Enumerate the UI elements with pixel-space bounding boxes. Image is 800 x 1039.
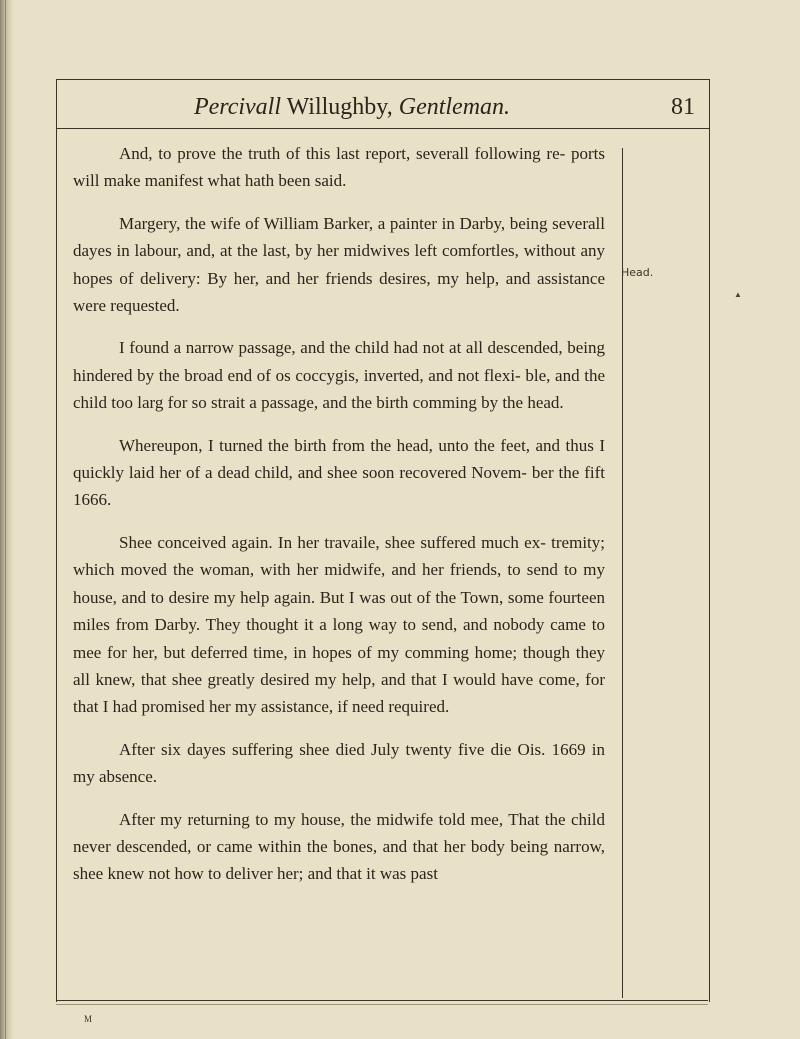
paragraph: And, to prove the truth of this last report, severall following re- ports will make manifest what hath been said. bbox=[73, 144, 605, 191]
paragraph: Whereupon, I turned the birth from the head, unto the feet, and thus I quickly laid her of a dead child, and shee soon recovered Novem- ber the fift 1666. bbox=[73, 435, 605, 510]
paragraph: I found a narrow passage, and the child had not at all descended, being hindered by the broad end of os coccygis, inverted, and not flexi- ble, and the child too larg for so strait a passage, and the birth comming by the head. bbox=[73, 338, 605, 413]
running-title bbox=[57, 93, 647, 121]
running-header bbox=[57, 80, 709, 129]
title-author-last: Willughby, bbox=[286, 94, 393, 120]
margin-note: Head. bbox=[621, 266, 654, 279]
title-gentleman: Gentleman. bbox=[398, 94, 511, 120]
paragraph: Shee conceived again. In her travaile, shee suffered much ex- tremity; which moved the woman, with her midwife, and her friends, to send to my house, and to desire my help again. But I was out of the Town, some fourteen miles from Darby. They thought it a long way to send, and nobody came to mee for her, but deferred time, in hopes of my comming home; though they all knew, that shee greatly desired my help, and that I would have come, for that I had promised her my assistance, if need required. bbox=[73, 532, 605, 717]
title-author-first: Percivall bbox=[193, 94, 282, 120]
bottom-rule bbox=[56, 1000, 708, 1001]
margin-mark: ▲ bbox=[734, 290, 742, 299]
paragraph: After six dayes suffering shee died July twenty five die Ois. 1669 in my absence. bbox=[73, 739, 605, 787]
page-frame bbox=[56, 79, 710, 1002]
paragraph: After my returning to my house, the midwife told mee, That the child never descended, or came within the bones, and that her body being narrow, shee knew not how to deliver her; and that it was past bbox=[73, 809, 605, 884]
bottom-rule-shadow bbox=[56, 1004, 708, 1005]
paragraph: Margery, the wife of William Barker, a painter in Darby, being severall dayes in labour, and, at the last, by her midwives left comfortles, without any hopes of delivery: By her, and her friends desires, my help, and assistance were requested. bbox=[73, 213, 605, 316]
body-text bbox=[73, 140, 605, 903]
page-number: 81 bbox=[671, 94, 695, 120]
book-gutter bbox=[0, 0, 14, 1039]
signature-mark: M bbox=[84, 1014, 94, 1024]
